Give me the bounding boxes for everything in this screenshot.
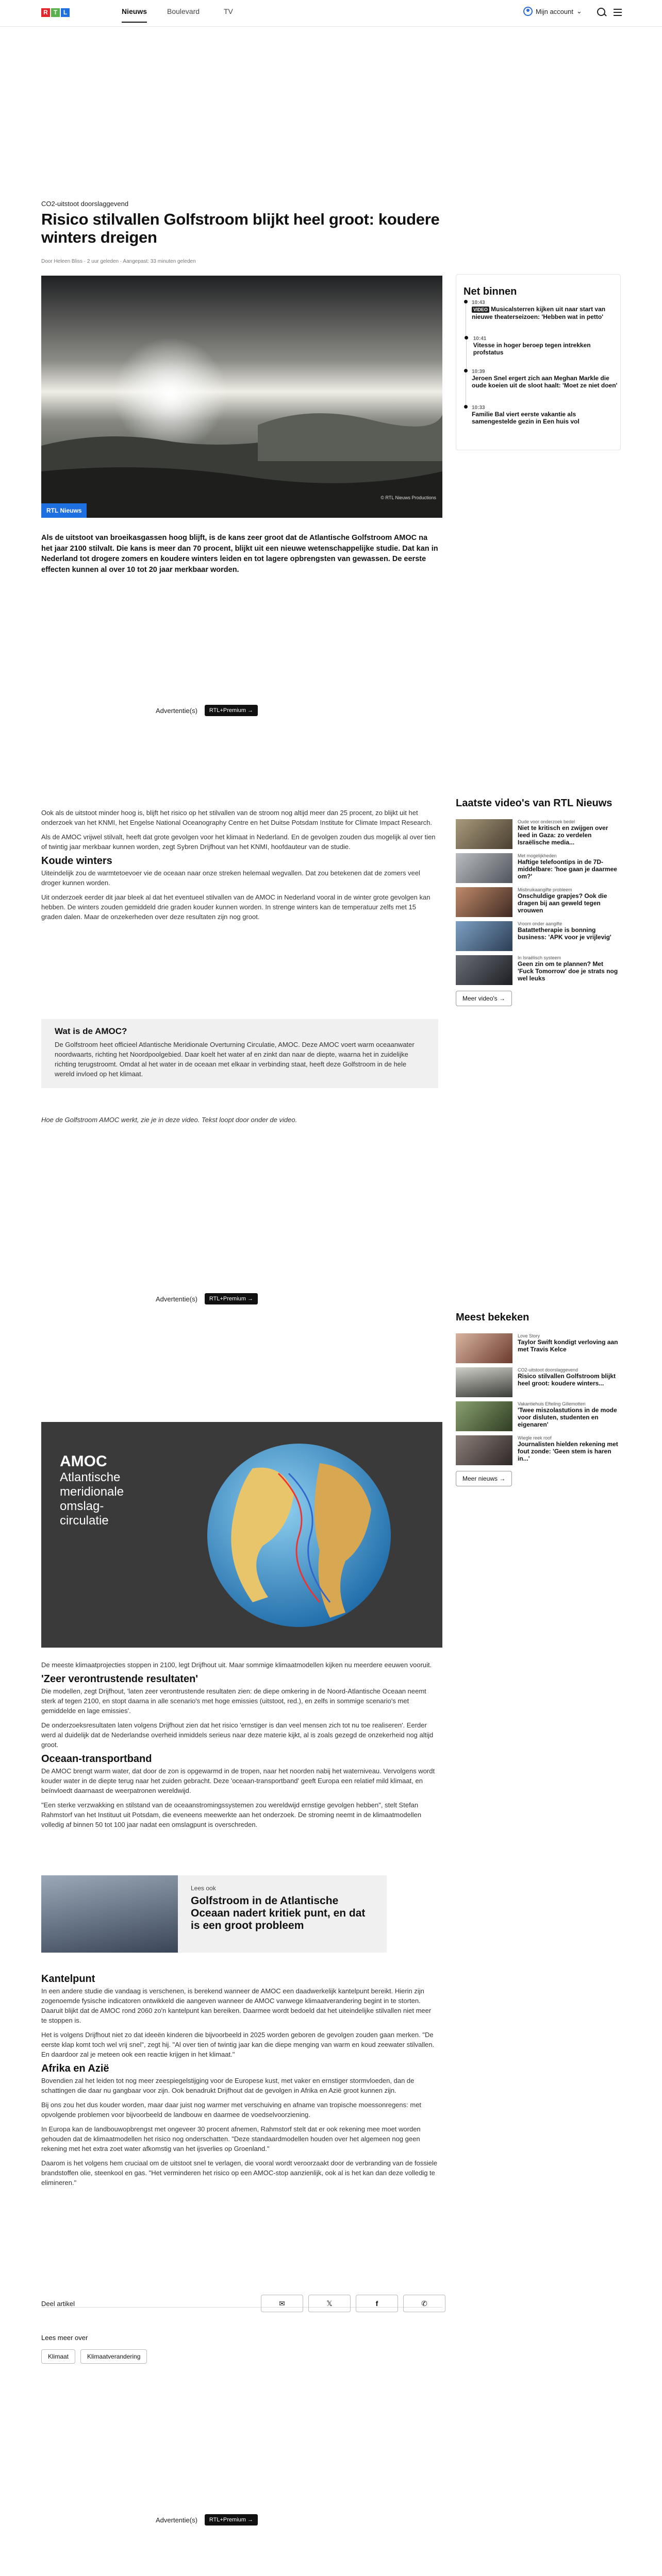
paragraph: Bovendien zal het leiden tot nog meer zeespiegelstijging voor de Europese kust, met vaker en ernstiger stormvloeden, dan de schattingen die daar nu gangbaar voor zijn. Ook benadrukt Drijfhout dat de gevolgen in Afrika en Azië groot kunnen zijn. <box>41 2077 415 2094</box>
item-time: 10:39 <box>472 369 485 375</box>
video-tag: VIDEO <box>472 307 489 313</box>
share-label: Deel artikel <box>41 2300 75 2308</box>
subheading-koude-winters: Koude winters <box>41 855 112 867</box>
video-thumbnail <box>456 887 512 917</box>
article-title: Journalisten hielden rekening met fout zonde: 'Geen stem is haren in...' <box>518 1440 618 1462</box>
list-item[interactable] <box>456 1435 621 1469</box>
advertisement-label: Advertentie(s) <box>156 706 197 715</box>
article-category: Vakantiehuis Efteling Gillemotteri <box>518 1401 586 1406</box>
nav-tv[interactable]: TV <box>224 7 233 15</box>
list-item[interactable] <box>456 1401 621 1435</box>
paragraph: De meeste klimaatprojecties stoppen in 2100, legt Drijfhout uit. Maar sommige klimaatmodellen kijken nu meerdere eeuwen vooruit. <box>41 1661 432 1669</box>
subheading-afrika-azie: Afrika en Azië <box>41 2063 109 2074</box>
rtl-premium-button[interactable]: RTL+Premium → <box>205 2514 258 2526</box>
paragraph: Daarom is het volgens hem cruciaal om de uitstoot snel te verlagen, die vooral wordt veroorzaakt door de verbranding van de fossiele brandstoffen olie, steenkool en gas. "Het verminderen het risico op een AMOC-stop aanzienlijk, ook al is het kan dan deze volledig te elimineren." <box>41 2159 438 2187</box>
paragraph: De AMOC brengt warm water, dat door de zon is opgewarmd in de tropen, naar het noorden nabij het waterniveau. Vervolgens wordt kouder water in de diepte terug naar het zuiden gebracht. Deze 'oceaan-transportband' geeft Europa een relatief mild klimaat, en beïnvloedt daarnaast de weerpatronen wereldwijd. <box>41 1767 435 1794</box>
paragraph: Uiteindelijk zou de warmtetoevoer vie de oceaan naar onze streken helemaal wegvallen. Dat zou betekenen dat de zomers veel droger kunnen worden. <box>41 869 420 887</box>
list-item[interactable] <box>456 853 621 887</box>
most-viewed-title: Meest bekeken <box>456 1312 529 1323</box>
more-videos-label: Meer video's <box>462 995 498 1002</box>
video-title: Niet te kritisch en zwijgen over leed in Gaza: zo verdelen Israëlische media... <box>518 824 608 846</box>
user-icon <box>523 7 533 16</box>
paragraph: Uit onderzoek eerder dit jaar bleek al dat het eventueel stilvallen van de AMOC in Nederland vooral in de winter grote gevolgen kan hebben. De winters zouden gemiddeld drie graden kouder kunnen worden. In strenge winters kan de temperatuur zelfs met 15 graden dalen. Maar de onzekerheden over deze resultaten zijn nog groot. <box>41 893 431 921</box>
read-more-label: Lees meer over <box>41 2334 88 2342</box>
video-category: Met mogelijkheden <box>518 853 557 858</box>
video-title: Geen zin om te plannen? Met 'Fuck Tomorrow' doe je strats nog wel leuks <box>518 960 618 982</box>
item-title: Vitesse in hoger beroep tegen intrekken profstatus <box>473 342 591 356</box>
video-title-line: Atlantische <box>60 1470 121 1484</box>
article-category: Love Story <box>518 1333 540 1338</box>
article-body-part-1 <box>41 808 438 926</box>
video-title: Onschuldige grapjes? Ook die dragen bij aan geweld tegen vrouwen <box>518 892 607 914</box>
tag-klimaatverandering[interactable]: Klimaatverandering <box>80 2349 147 2364</box>
advertisement-label: Advertentie(s) <box>156 1295 197 1303</box>
arrow-right-icon: → <box>499 995 505 1002</box>
paragraph: In een andere studie die vandaag is verschenen, is berekend wanneer de AMOC een daadwerkelijk kantelpunt bereikt. Hierin zijn zogenoemde fysische indicatoren ontwikkeld die aangeven wanneer de AMOC vanwege klimaatverandering begint in te storten. Daaruit blijkt dat de AMOC rond 2060 zo'n kantelpunt kan bereiken. Daarmee wordt bedoeld dat het uiteindelijke stilvallen niet meer te stoppen is. <box>41 1987 432 2024</box>
list-item[interactable] <box>464 405 619 436</box>
list-item[interactable] <box>456 1367 621 1401</box>
list-item[interactable] <box>456 921 621 955</box>
video-category: Vroom onder aangifte <box>518 921 562 926</box>
video-player[interactable] <box>41 1422 442 1648</box>
x-share-icon[interactable]: 𝕏 <box>308 2295 351 2312</box>
video-thumbnail <box>456 921 512 951</box>
article-thumbnail <box>456 1367 512 1397</box>
amoc-box-title: Wat is de AMOC? <box>55 1026 127 1036</box>
advertisement-bar <box>156 1293 258 1304</box>
video-title-line: circulatie <box>60 1514 109 1528</box>
tag-klimaat[interactable]: Klimaat <box>41 2349 75 2364</box>
rtl-logo[interactable] <box>41 8 70 17</box>
nav-nieuws[interactable]: Nieuws <box>122 7 147 23</box>
list-item[interactable] <box>456 819 621 853</box>
subheading-oceaan-transportband: Oceaan-transportband <box>41 1753 152 1765</box>
video-thumbnail <box>456 853 512 883</box>
paragraph: Het is volgens Drijfhout niet zo dat ideeën kinderen die bijvoorbeeld in 2025 worden geboren de gevolgen zouden gaan merken. "De eerste klap komt toch wel vrij snel", zegt hij. "Al over tien of twintig jaar kan die diepe menging van warm en koud zeewater stilvallen. En daardoor zal je meteen ook een reactie krijgen in het klimaat." <box>41 2031 435 2058</box>
topic-tags <box>41 2349 147 2364</box>
article-lead: Als de uitstoot van broeikasgassen hoog blijft, is de kans zeer groot dat de Atlantische Golfstroom AMOC na het jaar 2100 stilvalt. Die kans is meer dan 70 procent, blijkt uit een nieuwe wetenschappelijke studie. Dat kan in Nederland tot drogere zomers en koudere winters leiden en tot lagere opbrengsten van gewassen. De eerste effecten kunnen al over 10 tot 20 jaar merkbaar worden. <box>41 534 438 574</box>
article-kicker: CO2-uitstoot doorslaggevend <box>41 200 129 208</box>
paragraph: Als de AMOC vrijwel stilvalt, heeft dat grote gevolgen voor het klimaat in Nederland. En de gevolgen zouden dus mogelijk al over tien of twintig jaar merkbaar kunnen worden, zegt Sybren Drijfhout van het KNMI, hoofdauteur van de studie. <box>41 833 436 851</box>
item-title: Familie Bal viert eerste vakantie als samengestelde gezin in Een huis vol <box>472 411 580 425</box>
net-binnen-list <box>464 300 619 436</box>
paragraph: De onderzoeksresultaten laten volgens Drijfhout zien dat het risico 'ernstiger is dan veel mensen zich tot nu toe realiseren'. Eerder werd al duidelijk dat de Nederlandse overheid inmiddels serieus naar deze materie kijkt, al is zoals gezegd de onzekerheid nog altijd groot. <box>41 1721 434 1749</box>
most-viewed-list <box>456 1333 621 1482</box>
read-also-title: Golfstroom in de Atlantische Oceaan nadert kritiek punt, en dat is een groot probleem <box>191 1895 366 1931</box>
share-buttons <box>261 2295 445 2312</box>
list-item[interactable] <box>464 300 619 336</box>
item-time: 10:43 <box>472 300 485 306</box>
top-navigation-bar <box>0 0 662 27</box>
subheading-kantelpunt: Kantelpunt <box>41 1973 95 1985</box>
image-credit: © RTL Nieuws Productions <box>380 495 436 500</box>
more-news-button[interactable] <box>456 1471 512 1486</box>
hero-sea-illustration <box>41 276 442 518</box>
amoc-box-text: De Golfstroom heet officieel Atlantische Meridionale Overturning Circulatie, AMOC. Deze AMOC voert warm oceaanwater noordwaarts, richting het Noordpoolgebied. Daar koelt het water af en zinkt dan naar de diepte, waarna het in zuidelijke richting terugstroomt. Omdat al het water in de oceaan met elkaar in verbinding staat, heeft deze Golfstroom in de hele wereld invloed op het klimaat. <box>55 1041 415 1078</box>
article-title: Taylor Swift kondigt verloving aan met Travis Kelce <box>518 1338 618 1353</box>
video-title-line: AMOC <box>60 1453 107 1470</box>
list-item[interactable] <box>456 1333 621 1367</box>
search-icon[interactable] <box>597 8 605 16</box>
article-title: Risico stilvallen Golfstroom blijkt heel groot: koudere winters... <box>518 1372 616 1387</box>
amoc-info-box <box>41 1019 438 1088</box>
item-time: 10:33 <box>472 405 485 411</box>
net-binnen-title: Net binnen <box>464 286 517 297</box>
advertisement-label: Advertentie(s) <box>156 2516 197 2524</box>
paragraph: "Een sterke verzwakking en stilstand van de oceaanstromingssystemen zou wereldwijd ernstige gevolgen hebben", stelt Stefan Rahmstorf van het Instituut uit Potsdam, die eveneens meewerkte aan het onderzoek. De stroming neemt in de klimaatmodellen volledig af binnen 50 tot 100 jaar nadat een omslagpunt is overschreden. <box>41 1801 422 1828</box>
subheading-zeer-verontrustend: 'Zeer verontrustende resultaten' <box>41 1673 198 1685</box>
video-thumbnail <box>456 955 512 985</box>
hero-image <box>41 276 442 518</box>
rtl-premium-button[interactable]: RTL+Premium → <box>205 705 258 716</box>
video-category: Oude voor onderzoek bedel <box>518 819 575 824</box>
item-title: Jeroen Snel ergert zich aan Meghan Markle die oude koeien uit de sloot haalt: 'Moet ze niet doen' <box>472 375 618 389</box>
more-videos-button[interactable] <box>456 991 512 1006</box>
facebook-share-icon[interactable]: f <box>356 2295 398 2312</box>
rtl-premium-button[interactable]: RTL+Premium → <box>205 1293 258 1304</box>
article-category: CO2-uitstoot doorslaggevend <box>518 1367 578 1372</box>
paragraph: In Europa kan de landbouwopbrengst met ongeveer 30 procent afnemen, Rahmstorf stelt dat er ook rekening mee moet worden gehouden dat de klimaatmodellen het risico nog onderschatten. "Deze standaardmodellen houden over het algemeen nog geen rekening met het extra zoet water afkomstig van het ijsverlies op Groenland." <box>41 2125 421 2153</box>
article-thumbnail <box>456 1401 512 1431</box>
article-meta: Door Heleen Bliss · 2 uur geleden · Aangepast: 33 minuten geleden <box>41 259 196 264</box>
item-title: Musicalsterren kijken uit naar start van nieuwe theaterseizoen: 'Hebben wat in petto' <box>472 306 606 320</box>
more-news-label: Meer nieuws <box>462 1475 498 1482</box>
nav-boulevard[interactable]: Boulevard <box>167 7 200 15</box>
video-title: Haftige telefoontips in de 7D-middelbare: 'hoe gaan je daarmee om?' <box>518 858 617 880</box>
video-thumbnail <box>456 819 512 849</box>
paragraph: Ook als de uitstoot minder hoog is, blijft het risico op het stilvallen van de stroom nog altijd meer dan 25 procent, zo blijkt uit het onderzoek van het KNMI, het Engelse National Oceanography Centre en het Duitse Potsdam Institute for Climate Impact Research. <box>41 809 433 826</box>
list-item[interactable] <box>464 336 619 369</box>
arrow-right-icon: → <box>499 1475 506 1482</box>
item-time: 10:41 <box>473 336 487 342</box>
chevron-down-icon: ⌄ <box>576 7 582 15</box>
video-title: Batattetherapie is bonning business: 'APK voor je vrijlevig' <box>518 926 611 941</box>
account-label: Mijn account <box>536 7 573 15</box>
logo-letter-r: R <box>41 8 50 17</box>
logo-letter-l: L <box>61 8 70 17</box>
video-category: Misbruikaangifte probleem <box>518 887 572 892</box>
article-title: 'Twee miszolastutions in de mode voor disluten, studenten en eigenaren' <box>518 1406 617 1428</box>
video-title-line: omslag- <box>60 1499 104 1513</box>
video-category: In Israëlisch systeem <box>518 955 561 960</box>
paragraph: Die modellen, zegt Drijfhout, 'laten zeer verontrustende resultaten zien: de diepe omkering in de Noord-Atlantische Oceaan neemt sterk af tegen 2100, en stopt daarna in alle scenario's met hoge emissies (uitstoot, red.), en zelfs in sommige scenario's met gemiddelde en lage emissies'. <box>41 1687 426 1715</box>
article-thumbnail <box>456 1435 512 1465</box>
email-share-icon[interactable]: ✉ <box>261 2295 303 2312</box>
article-body-part-2 <box>41 1660 438 1834</box>
advertisement-bar <box>156 705 258 716</box>
video-title-overlay <box>60 1453 124 1528</box>
latest-videos-title: Laatste video's van RTL Nieuws <box>456 798 613 809</box>
read-also-image <box>41 1875 178 1953</box>
list-item[interactable] <box>456 887 621 921</box>
article-title: Risico stilvallen Golfstroom blijkt heel groot: koudere winters dreigen <box>41 210 440 246</box>
logo-letter-t: T <box>51 8 60 17</box>
article-body-part-3 <box>41 1973 438 2192</box>
list-item[interactable] <box>456 955 621 989</box>
list-item[interactable] <box>464 369 619 405</box>
advertisement-bar <box>156 2514 258 2526</box>
latest-videos-list <box>456 819 621 1002</box>
article-thumbnail <box>456 1333 512 1363</box>
rtl-nieuws-badge: RTL Nieuws <box>41 503 87 518</box>
video-title-line: meridionale <box>60 1485 124 1499</box>
whatsapp-share-icon[interactable]: ✆ <box>403 2295 445 2312</box>
read-also-label: Lees ook <box>191 1885 216 1892</box>
paragraph: Bij ons zou het dus kouder worden, maar daar juist nog warmer met verschuiving en afname van tropische moessonregens: met opvolgende problemen voor bijvoorbeeld de landbouw en daarmee de voedselvoorziening. <box>41 2101 422 2119</box>
globe-illustration <box>191 1432 407 1638</box>
article-category: Wiegle reek roof <box>518 1435 552 1440</box>
account-button[interactable] <box>523 7 582 16</box>
read-also-card[interactable] <box>41 1875 387 1953</box>
video-caption: Hoe de Golfstroom AMOC werkt, zie je in deze video. Tekst loopt door onder de video. <box>41 1116 297 1124</box>
menu-icon[interactable] <box>614 9 622 16</box>
